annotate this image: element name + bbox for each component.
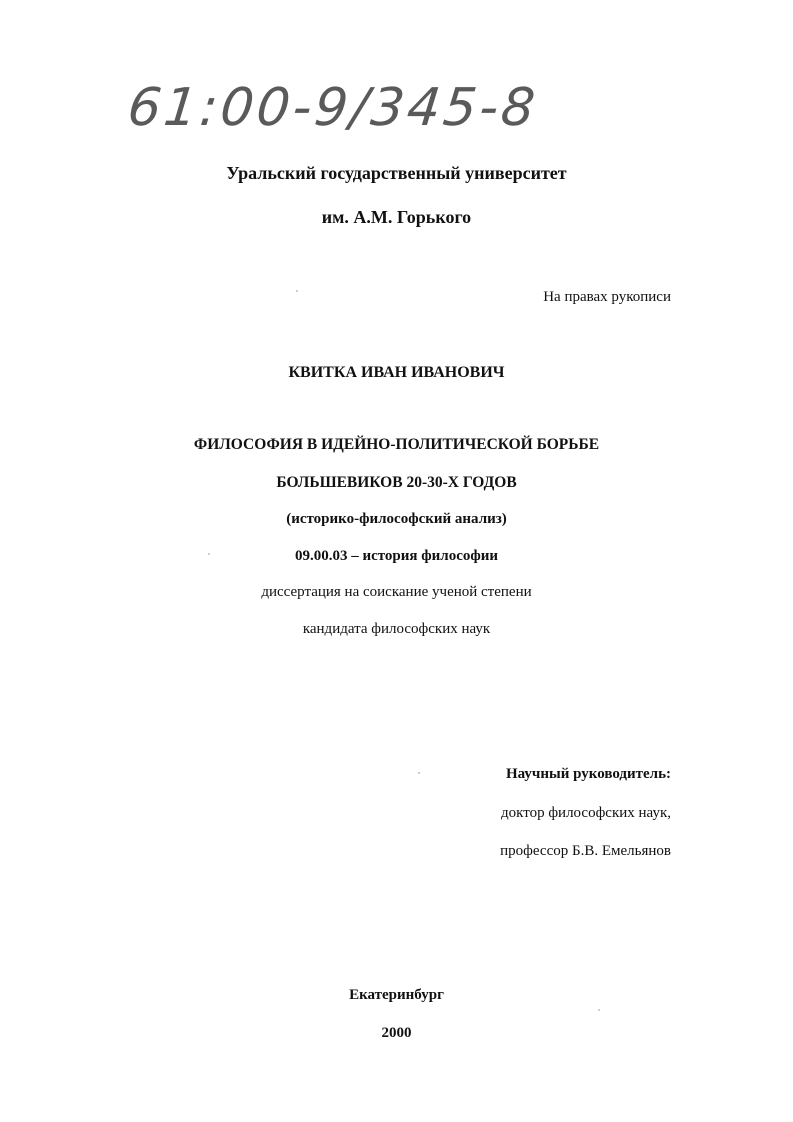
author-name: КВИТКА ИВАН ИВАНОВИЧ (288, 364, 505, 381)
university-name: Уральский государственный университет (226, 163, 567, 183)
handwritten-accession-number: 61:00-9/345-8 (124, 78, 541, 138)
specialty-code: 09.00.03 – история философии (294, 548, 499, 564)
scan-speck (208, 553, 210, 555)
supervisor-heading: Научный руководитель: (506, 766, 671, 782)
scan-speck (296, 290, 298, 292)
university-named-after: им. А.М. Горького (321, 207, 472, 227)
dissertation-title-line-1: ФИЛОСОФИЯ В ИДЕЙНО-ПОЛИТИЧЕСКОЙ БОРЬБЕ (193, 436, 600, 453)
degree-line-2: кандидата философских наук (302, 621, 491, 637)
supervisor-degree: доктор философских наук, (501, 805, 671, 821)
scan-speck (598, 1009, 600, 1011)
city: Екатеринбург (349, 987, 444, 1003)
scan-speck (418, 772, 420, 774)
degree-line-1: диссертация на соискание ученой степени (261, 584, 532, 600)
dissertation-subtitle: (историко-философский анализ) (286, 511, 507, 527)
dissertation-title-line-2: БОЛЬШЕВИКОВ 20-30-Х ГОДОВ (276, 474, 517, 491)
manuscript-rights-note: На правах рукописи (543, 289, 671, 305)
supervisor-name: профессор Б.В. Емельянов (500, 843, 671, 859)
year: 2000 (381, 1025, 412, 1041)
